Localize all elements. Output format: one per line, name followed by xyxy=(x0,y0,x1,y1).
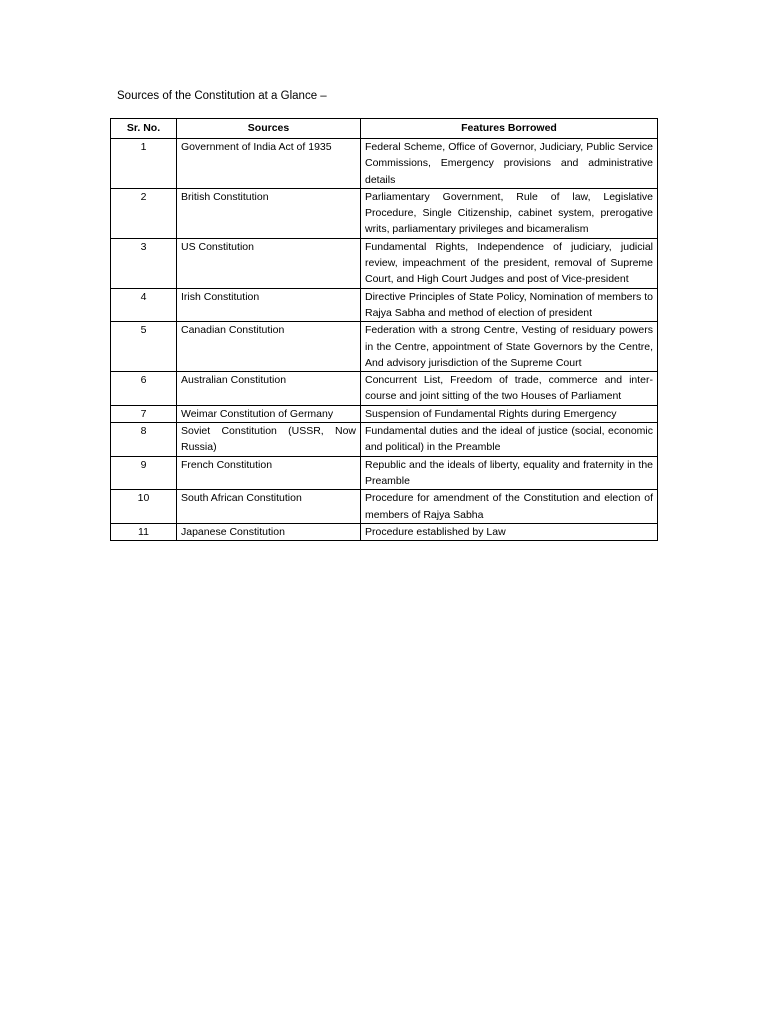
header-sources: Sources xyxy=(177,119,361,139)
cell-sr-no: 8 xyxy=(111,423,177,457)
cell-features: Suspension of Fundamental Rights during Emergency xyxy=(361,405,658,422)
cell-sr-no: 7 xyxy=(111,405,177,422)
table-row xyxy=(111,288,658,322)
cell-features: Republic and the ideals of liberty, equality and fraternity in the Preamble xyxy=(361,456,658,490)
cell-features: Concurrent List, Freedom of trade, commerce and inter-course and joint sitting of the two Houses of Parliament xyxy=(361,372,658,406)
table-row xyxy=(111,405,658,422)
cell-sr-no: 9 xyxy=(111,456,177,490)
cell-source: French Constitution xyxy=(177,456,361,490)
cell-sr-no: 10 xyxy=(111,490,177,524)
table-row xyxy=(111,139,658,189)
table-row xyxy=(111,322,658,372)
cell-source: Government of India Act of 1935 xyxy=(177,139,361,189)
cell-source: Japanese Constitution xyxy=(177,523,361,540)
header-sr-no: Sr. No. xyxy=(111,119,177,139)
cell-sr-no: 1 xyxy=(111,139,177,189)
document-title: Sources of the Constitution at a Glance – xyxy=(117,90,327,102)
cell-features: Federation with a strong Centre, Vesting of residuary powers in the Centre, appointment of State Governors by the Centre, And advisory jurisdiction of the Supreme Court xyxy=(361,322,658,372)
cell-source: Canadian Constitution xyxy=(177,322,361,372)
table-header-row xyxy=(111,119,658,139)
sources-table xyxy=(110,118,658,541)
table-row xyxy=(111,523,658,540)
cell-sr-no: 11 xyxy=(111,523,177,540)
table-row xyxy=(111,238,658,288)
cell-sr-no: 2 xyxy=(111,188,177,238)
table-row xyxy=(111,188,658,238)
cell-source: Soviet Constitution (USSR, Now Russia) xyxy=(177,423,361,457)
cell-source: Weimar Constitution of Germany xyxy=(177,405,361,422)
cell-sr-no: 3 xyxy=(111,238,177,288)
cell-features: Directive Principles of State Policy, Nomination of members to Rajya Sabha and method of election of president xyxy=(361,288,658,322)
cell-features: Federal Scheme, Office of Governor, Judiciary, Public Service Commissions, Emergency provisions and administrative details xyxy=(361,139,658,189)
cell-features: Parliamentary Government, Rule of law, Legislative Procedure, Single Citizenship, cabinet system, prerogative writs, parliamentary privileges and bicameralism xyxy=(361,188,658,238)
header-features-borrowed: Features Borrowed xyxy=(361,119,658,139)
cell-source: Australian Constitution xyxy=(177,372,361,406)
table-row xyxy=(111,490,658,524)
cell-source: Irish Constitution xyxy=(177,288,361,322)
cell-sr-no: 6 xyxy=(111,372,177,406)
table-row xyxy=(111,423,658,457)
cell-source: South African Constitution xyxy=(177,490,361,524)
cell-features: Procedure established by Law xyxy=(361,523,658,540)
cell-source: US Constitution xyxy=(177,238,361,288)
table-row xyxy=(111,372,658,406)
table-row xyxy=(111,456,658,490)
cell-features: Fundamental duties and the ideal of justice (social, economic and political) in the Preamble xyxy=(361,423,658,457)
cell-sr-no: 5 xyxy=(111,322,177,372)
cell-sr-no: 4 xyxy=(111,288,177,322)
cell-features: Procedure for amendment of the Constitution and election of members of Rajya Sabha xyxy=(361,490,658,524)
cell-features: Fundamental Rights, Independence of judiciary, judicial review, impeachment of the president, removal of Supreme Court, and High Court Judges and post of Vice-president xyxy=(361,238,658,288)
cell-source: British Constitution xyxy=(177,188,361,238)
